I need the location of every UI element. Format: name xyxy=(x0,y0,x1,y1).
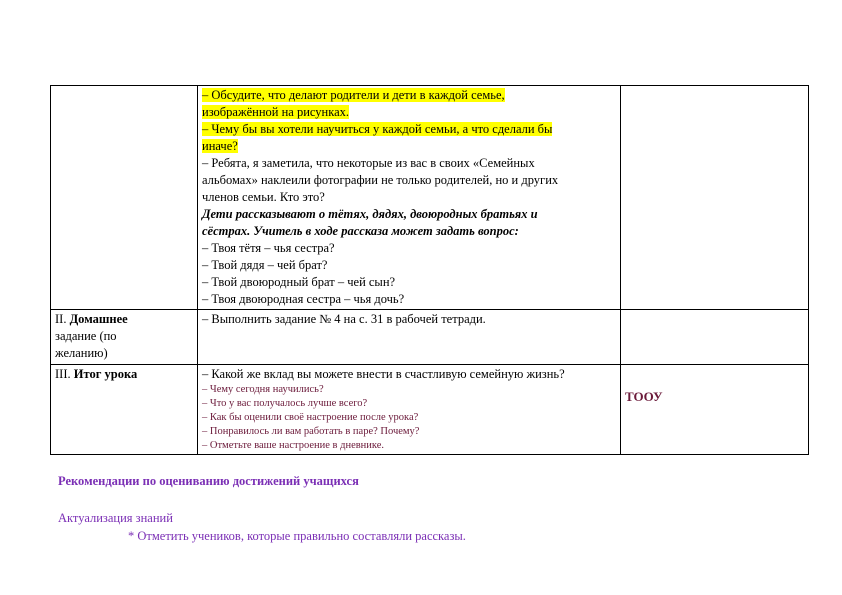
content-cell xyxy=(198,365,621,455)
text-line: – Твоя двоюродная сестра – чья дочь? xyxy=(202,292,405,306)
content-cell xyxy=(198,86,621,310)
text-line: – Твоя тётя – чья сестра? xyxy=(202,241,335,255)
text-line: сёстрах. Учитель в ходе рассказа может задать вопрос: xyxy=(202,224,519,238)
stage-title-line: желанию) xyxy=(55,346,108,360)
question-line: – Как бы оценили своё настроение после урока? xyxy=(202,412,419,423)
stage-title: Домашнее xyxy=(69,312,128,326)
text-line: – Твой двоюродный брат – чей сын? xyxy=(202,275,396,289)
stage-cell xyxy=(51,86,198,310)
lesson-table xyxy=(50,85,809,455)
text-line: – Чему бы вы хотели научиться у каждой семьи, а что сделали бы xyxy=(202,122,553,136)
stage-title-line: задание (по xyxy=(55,329,117,343)
stage-cell xyxy=(51,310,198,365)
stage-cell xyxy=(51,365,198,455)
text-line: членов семьи. Кто это? xyxy=(202,190,325,204)
table-row xyxy=(51,310,809,365)
question-line: – Отметьте ваше настроение в дневнике. xyxy=(202,440,385,451)
question-line: – Чему сегодня научились? xyxy=(202,384,324,395)
resource-label: ТООУ xyxy=(625,389,663,404)
text-line: – Твой дядя – чей брат? xyxy=(202,258,328,272)
mark-note: * Отметить учеников, которые правильно составляли рассказы. xyxy=(128,529,466,543)
text-line: – Выполнить задание № 4 на с. 31 в рабочей тетради. xyxy=(202,312,486,326)
recommendations-heading: Рекомендации по оцениванию достижений учащихся xyxy=(58,474,359,488)
resources-cell xyxy=(621,86,809,310)
table-row xyxy=(51,365,809,455)
stage-number: III. xyxy=(55,367,71,381)
text-line: – Ребята, я заметила, что некоторые из вас в своих «Семейных xyxy=(202,156,535,170)
content-cell xyxy=(198,310,621,365)
text-line: – Обсудите, что делают родители и дети в каждой семье, xyxy=(202,88,505,102)
text-line: иначе? xyxy=(202,139,238,153)
stage-title: Итог урока xyxy=(73,367,138,381)
table-row xyxy=(51,86,809,310)
text-line: Дети рассказывают о тётях, дядях, двоюродных братьях и xyxy=(202,207,538,221)
text-line: – Какой же вклад вы можете внести в счастливую семейную жизнь? xyxy=(202,367,565,381)
question-line: – Понравилось ли вам работать в паре? Почему? xyxy=(202,426,420,437)
text-line: альбомах» наклеили фотографии не только родителей, но и других xyxy=(202,173,559,187)
actualization-heading: Актуализация знаний xyxy=(58,511,173,525)
resources-cell xyxy=(621,310,809,365)
question-line: – Что у вас получалось лучше всего? xyxy=(202,398,368,409)
resources-cell xyxy=(621,365,809,455)
stage-number: II. xyxy=(55,312,67,326)
text-line: изображённой на рисунках. xyxy=(202,105,350,119)
